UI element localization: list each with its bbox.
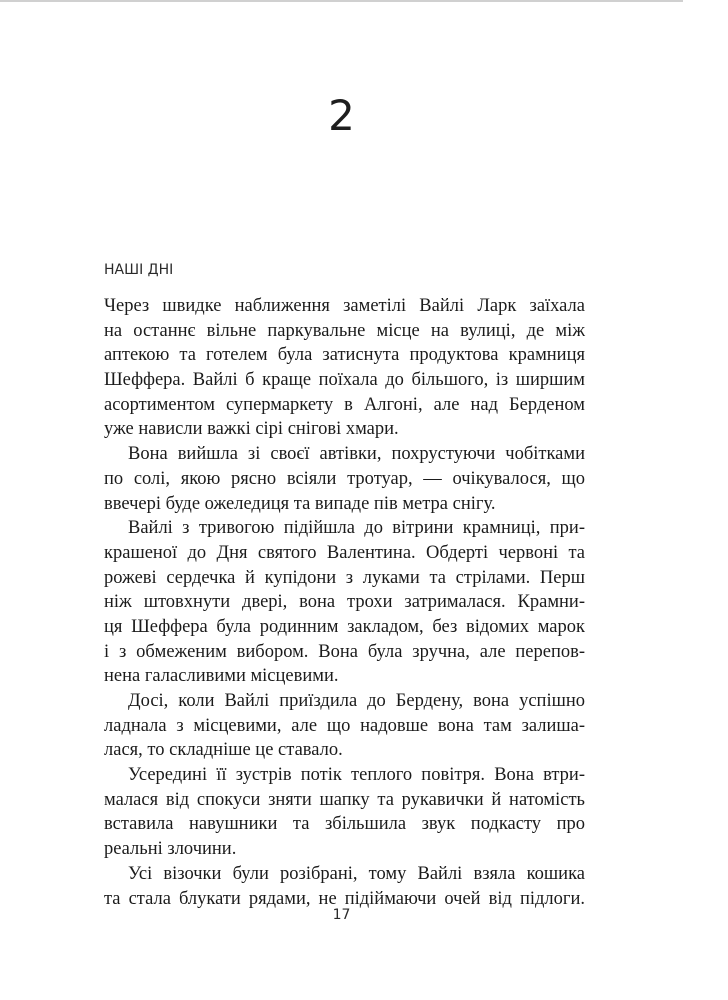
page-number: 17 (332, 907, 351, 923)
top-border (0, 0, 683, 2)
text-line: Досі, коли Вайлі приїздила до Бердену, вона успішно (128, 691, 585, 711)
text-line: Через швидке наближення заметілі Вайлі Ларк заїхала (104, 296, 585, 316)
text-line: Вона вийшла зі своєї автівки, похрустуючи чобітками (128, 444, 585, 465)
text-line: ладнала з місцевими, але що надовше вона там залиша- (104, 715, 585, 736)
section-heading: НАШІ ДНІ (104, 262, 174, 278)
text-line: Вайлі з тривогою підійшла до вітрини крамниці, при- (128, 518, 585, 539)
text-line: ця Шеффера була родинним закладом, без відомих марок (104, 616, 585, 637)
body-text (104, 294, 585, 911)
text-line: уже нависли важкі сірі снігові хмари. (104, 419, 399, 440)
text-line: вставила навушники та збільшила звук подкасту про (104, 814, 585, 835)
text-line: рожеві сердечка й купідони з луками та стрілами. Перш (104, 567, 585, 588)
text-line: ввечері буде ожеледиця та випаде пів метра снігу. (104, 493, 496, 514)
text-line: асортиментом супермаркету в Алгоні, але над Берденом (104, 394, 585, 415)
text-line: Усередині її зустрів потік теплого повітря. Вона втри- (128, 765, 585, 786)
text-line: Усі візочки були розібрані, тому Вайлі взяла кошика (128, 863, 585, 884)
chapter-number: 2 (328, 91, 355, 140)
text-line: аптекою та готелем була затиснута продуктова крамниця (104, 345, 585, 366)
text-line: лася, то складніше це ставало. (104, 740, 343, 761)
text-line: і з обмеженим вибором. Вона була зручна, але перепов- (104, 641, 585, 662)
text-line: малася від спокуси зняти шапку та рукавички й натомість (104, 789, 585, 810)
text-line: реальні злочини. (104, 839, 237, 860)
text-line: на останнє вільне паркувальне місце на вулиці, де між (104, 320, 585, 341)
text-line: по солі, якою рясно всіяли тротуар, — очікувалося, що (104, 468, 585, 489)
text-line: нена галасливими місцевими. (104, 666, 339, 687)
text-line: крашеної до Дня святого Валентина. Обдерті червоні та (104, 542, 585, 563)
text-line: ніж штовхнути двері, вона трохи затрималася. Крамни- (104, 592, 585, 613)
text-line: та стала блукати рядами, не підіймаючи очей від підлоги. (104, 888, 585, 909)
text-line: Шеффера. Вайлі б краще поїхала до більшого, із ширшим (104, 370, 585, 391)
